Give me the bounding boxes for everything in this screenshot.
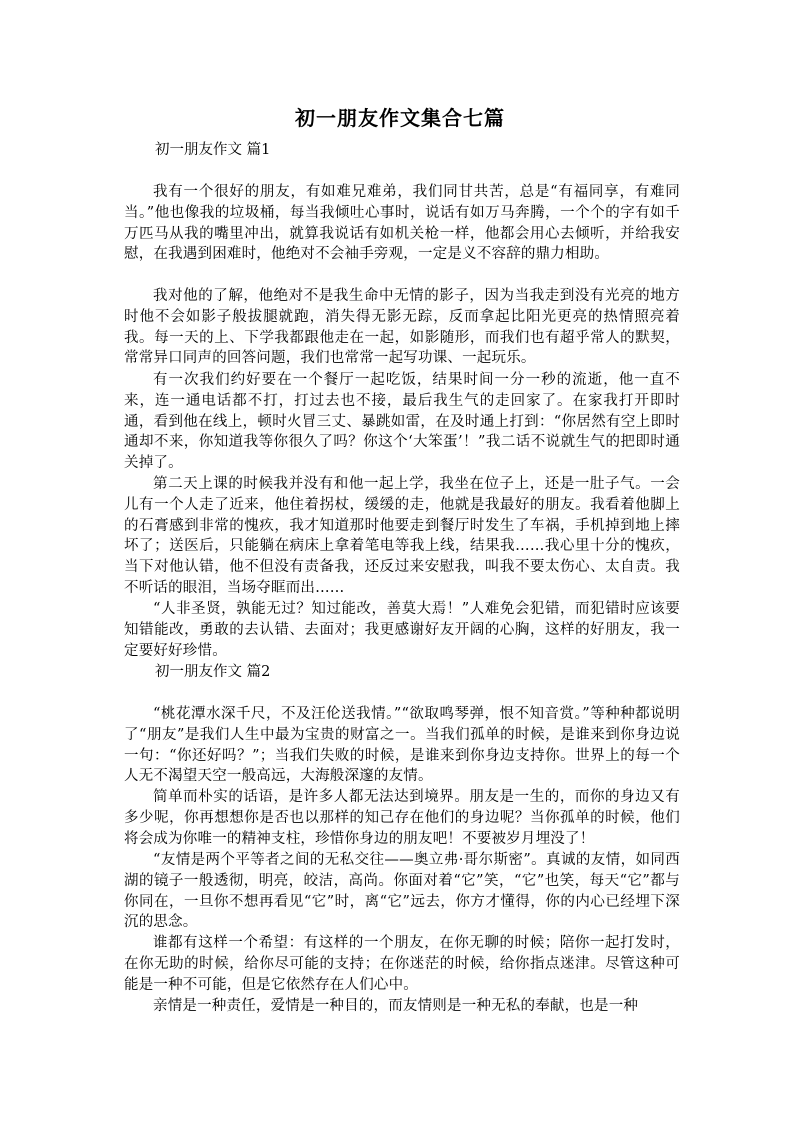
document-title: 初一朋友作文集合七篇	[295, 106, 505, 130]
paragraph: “人非圣贤，孰能无过？知过能改，善莫大焉！”人难免会犯错，而犯错时应该要知错能改，勇敢的去认错、去面对；我更感谢好友开阔的心胸，这样的好朋友，我一定要好好珍惜。	[124, 601, 680, 659]
paragraph: 我对他的了解，他绝对不是我生命中无情的影子，因为当我走到没有光亮的地方时他不会如影子般拔腿就跑，消失得无影无踪，反而拿起比阳光更亮的热情照亮着我。每一天的上、下学我都跟他走在一起，如影随形，而我们也有超乎常人的默契，常常异口同声的回答问题，我们也常常一起写功课、一起玩乐。	[124, 288, 680, 367]
paragraph: 我有一个很好的朋友，有如难兄难弟，我们同甘共苦，总是“有福同享，有难同当。”他也像我的垃圾桶，每当我倾吐心事时，说话有如万马奔腾，一个个的字有如千万匹马从我的嘴里冲出，就算我说话有如机关枪一样，他都会用心去倾听，并给我安慰，在我遇到困难时，他绝对不会袖手旁观，一定是义不容辞的鼎力相助。	[124, 184, 680, 263]
section-heading: 初一朋友作文 篇1	[155, 142, 271, 158]
paragraph: 谁都有这样一个希望：有这样的一个朋友，在你无聊的时候；陪你一起打发时，在你无助的时候，给你尽可能的支持；在你迷茫的时候，给你指点迷津。尽管这种可能是一种不可能，但是它依然存在人们心中。	[124, 935, 680, 993]
paragraph: “友情是两个平等者之间的无私交往——奥立弗·哥尔斯密”。真诚的友情，如同西湖的镜子一般透彻，明亮，皎洁，高尚。你面对着“它”笑，“它”也笑，每天“它”都与你同在，一旦你不想再看见“它”时，离“它”远去，你方才懂得，你的内心已经埋下深沉的思念。	[124, 852, 680, 931]
paragraph: 简单而朴实的话语，是许多人都无法达到境界。朋友是一生的，而你的身边又有多少呢，你再想想你是否也以那样的知己存在他们的身边呢？当你孤单的时候，他们将会成为你唯一的精神支柱，珍惜你身边的朋友吧！不要被岁月埋没了！	[124, 789, 680, 847]
paragraph: 有一次我们约好要在一个餐厅一起吃饭，结果时间一分一秒的流逝，他一直不来，连一通电话都不打，打过去也不接，最后我生气的走回家了。在家我打开即时通，看到他在线上，顿时火冒三丈、暴跳如雷，在及时通上打到：“你居然有空上即时通却不来，你知道我等你很久了吗？你这个‘大笨蛋’！”我二话不说就生气的把即时通关掉了。	[124, 372, 680, 472]
paragraph: “桃花潭水深千尺，不及汪伦送我情。”“欲取鸣琴弹，恨不知音赏。”等种种都说明了“朋友”是我们人生中最为宝贵的财富之一。当我们孤单的时候，是谁来到你身边说一句：“你还好吗？”；当我们失败的时候，是谁来到你身边支持你。世界上的每一个人无不渴望天空一般高远，大海般深邃的友情。	[124, 706, 680, 785]
paragraph: 第二天上课的时候我并没有和他一起上学，我坐在位子上，还是一肚子气。一会儿有一个人走了近来，他住着拐杖，缓缓的走，他就是我最好的朋友。我看着他脚上的石膏感到非常的愧疚，我才知道那时他要走到餐厅时发生了车祸，手机掉到地上摔坏了；送医后，只能躺在病床上拿着笔电等我上线，结果我……我心里十分的愧疚，当下对他认错，他不但没有责备我，还反过来安慰我，叫我不要太伤心、太自责。我不听话的眼泪，当场夺眶而出……	[124, 476, 680, 596]
paragraph: 亲情是一种责任，爱情是一种目的，而友情则是一种无私的奉献，也是一种	[153, 998, 639, 1014]
section-heading: 初一朋友作文 篇2	[155, 664, 271, 680]
